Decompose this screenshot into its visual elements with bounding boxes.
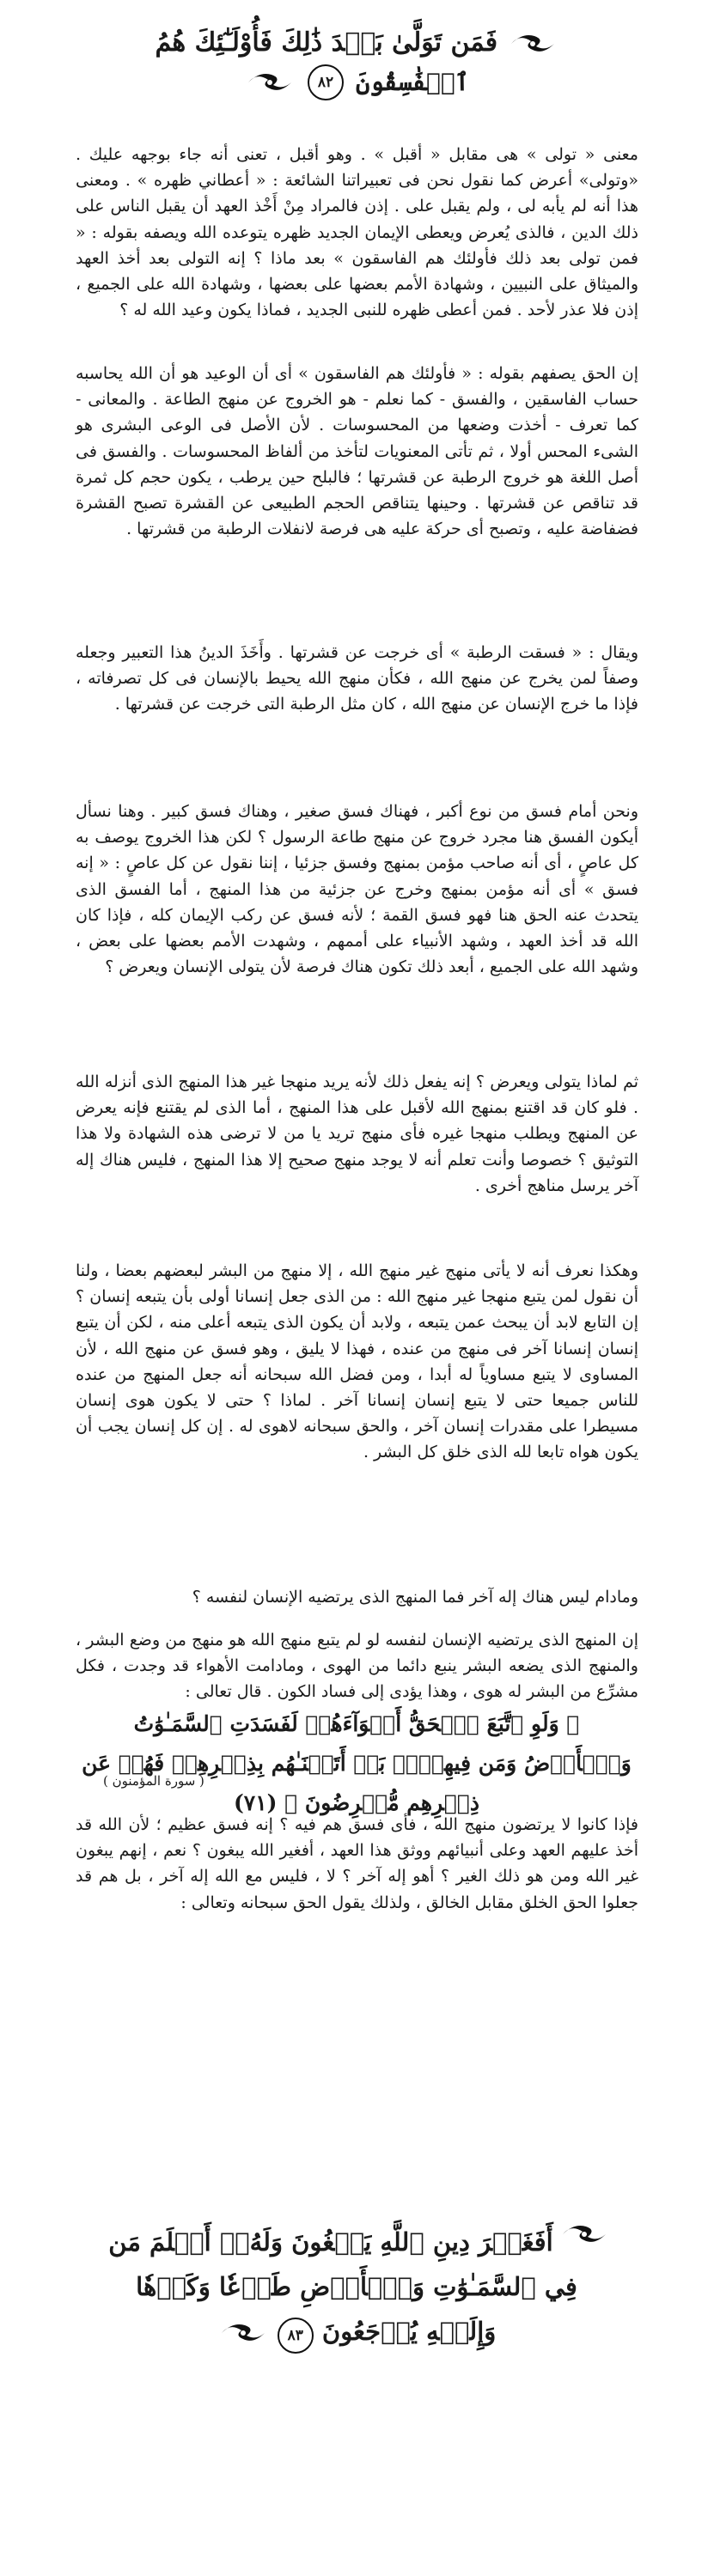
verse-number: ٨٢	[308, 64, 344, 100]
paragraph: ثم لماذا يتولى ويعرض ؟ إنه يفعل ذلك لأنه يريد منهجا غير هذا المنهج الذى أنزله الله . فلو كان قد اقتنع بمنهج الله لأقبل على هذا المنهج ، أما الذى لم يقتنع فإنه يعرض عن المنهج ويطلب منهجا غيره فأى منهج تريد يا من لا ترضى هذه الشهادة ولا هذا التوثيق ؟ خصوصا وأنت تعلم أنه لا يوجد منهج صحيح إلا هذا المنهج ، فليس هناك إله آخر يرسل مناهج أخرى .	[76, 1072, 638, 1195]
ornament-icon	[558, 2220, 610, 2249]
paragraph: ونحن أمام فسق من نوع أكبر ، فهناك فسق صغير ، وهناك فسق كبير . وهنا نسأل أيكون الفسق هنا مجرد خروج عن منهج طاعة الرسول ؟ لكن هذا الخروج يوصف به كل عاصٍ ، أى أنه صاحب مؤمن بمنهج وفسق جزئيا ، إننا نقول عن كل عاصٍ : « إنه فسق » أى أنه مؤمن بمنهج وخرج عن جزئية من هذا المنهج ، أما الفسق الذى يتحدث عنه الحق هنا فهو فسق القمة ؛ لأنه فسق عن ركب الإيمان كله ، فإذا كان الله قد أخذ العهد ، وشهد الأنبياء على أممهم ، وشهدت الأمم بعضها على بعض ، وشهد الله على الجميع ، أبعد ذلك تكون هناك فرصة لأن يتولى الإنسان ويعرض ؟	[76, 802, 638, 977]
paragraph: إن الحق يصفهم بقوله : « فأولئك هم الفاسقون » أى أن الوعيد هو أن الله يحاسبه حساب الفاسقين ، والفسق - كما نعلم - هو الخروج عن منهج الطاعة . والمعانى - كما تعرف - أخذت وضعها من المحسوسات . لأن الأصل فى الوعى البشرى هو الشىء المحس أولا ، ثم تأتى المعنويات لتأخذ من ألفاظ المحسوسات . والفسق فى أصل اللغة هو خروج الرطبة عن قشرتها ؛ فالبلح حين يرطب ، يكون حجم كل ثمرة قد تناقص عن قشرتها . وحينها يتناقص الحجم الطبيعى عن القشرة تصبح القشرة فضفاضة عليه ، وتصبح أى حركة عليه هى فرصة لانفلات الرطبة من قشرتها .	[76, 364, 638, 539]
ornament-icon	[217, 2318, 269, 2348]
closing-paragraph: فإذا كانوا لا يرتضون منهج الله ، فأى فسق هم فيه ؟ إنه فسق عظيم ؛ لأن الله قد أخذ عليهم العهد وعلى أنبيائهم ووثق هذا العهد ، أفغير الله يبغون ؟ نعم ، إنهم يبغون غير الله ومن هو ذلك الغير ؟ أهو إله آخر ؟ لا ، فليس مع الله إله آخر ، بل هم قد جعلوا الحق الخلق مقابل الخالق ، ولذلك يقول الحق سبحانه وتعالى :	[76, 1815, 638, 1912]
bottom-verse-text: أَفَغَيۡرَ دِينِ ٱللَّهِ يَبۡغُونَ وَلَهُۥٓ أَسۡلَمَ مَن فِي ٱلسَّمَـٰوَٰتِ وَٱلۡأَرۡضِ طَوۡعٗا وَكَرۡهٗا وَإِلَيۡهِ يُرۡجَعُونَ	[108, 2227, 577, 2346]
paragraph: إن المنهج الذى يرتضيه الإنسان لنفسه لو لم يتبع منهج الله هو منهج من وضع البشر ، والمنهج الذى يضعه البشر ينبع دائما من الهوى ، ومادامت الأهواء قد وجدت ، فكل مشرِّع من البشر له هوى ، وهذا يؤدى إلى فساد الكون . قال تعالى :	[76, 1631, 638, 1702]
top-verse	[129, 24, 584, 103]
paragraph: وهكذا نعرف أنه لا يأتى منهج غير منهج الله ، إلا منهج من البشر لبعضهم بعضا ، ولنا أن نقول لمن يتبع منهجا غير منهج الله : من الذى جعل إنسانا أولى بأن يتبعه إنسان ؟ إن التابع لابد أن يبحث عمن يتبعه ، ولابد أن يكون الذى يتبعه أعلى منه ، لكن أن يتبع إنسان إنسانا آخر فى منهج من عنده ، فهذا لا يليق ، وهو فسق عن منهج الله ، لأن المساوى لا يتبع مساوياً له أبدا ، ومن فضل الله سبحانه أنه جعل المنهج من عنده للناس جميعا حتى لا يتبع إنسان إنسانا آخر . لماذا ؟ حتى لا يكون هوى إنسان مسيطرا على مقدرات إنسان آخر ، والحق سبحانه لاهوى له . إن كل إنسان يجب أن يكون هواه تابعا لله الذى خلق كل البشر .	[76, 1261, 638, 1462]
verse-number: ٨٣	[278, 2318, 314, 2354]
bottom-verse	[103, 2220, 610, 2354]
paragraph: معنى « تولى » هى مقابل « أقبل » . وهو أقبل ، تعنى أنه جاء بوجهه عليك . «وتولى» أعرض كما نقول نحن فى تعبيراتنا الشائعة : « أعطاني ظهره » . ومعنى هذا أنه لم يأبه لى ، ولم يقبل على . إذن فالمراد مِنْ أَخْذ العهد أن يقبل الناس على ذلك الدين ، فالذى يُعرض ويعطى الإيمان الجديد ظهره يتوعده الله ويصفه بقوله : « فمن تولى بعد ذلك فأولئك هم الفاسقون » بعد ماذا ؟ إنه التولى بعد أخذ العهد والميثاق على النبيين ، وشهادة الأمم بعضها على بعضها ، وشهادة الله على الجميع ، إذن فلا عذر لأحد . فمن أعطى ظهره للنبى الجديد ، فماذا يكون وعيد الله له ؟	[76, 145, 638, 320]
ornament-icon	[244, 68, 296, 97]
quran-quote: ﴿ وَلَوِ ٱتَّبَعَ ٱلۡحَقُّ أَهۡوَآءَهُمۡ لَفَسَدَتِ ٱلسَّمَـٰوَٰتُ وَٱلۡأَرۡضُ وَمَن فِيهِنَّۚ بَلۡ أَتَيۡنَـٰهُم بِذِكۡرِهِمۡ فَهُمۡ عَن ذِكۡرِهِم مُّعۡرِضُونَ ﴾ (٧١)	[82, 1711, 632, 1815]
paragraph: ويقال : « فسقت الرطبة » أى خرجت عن قشرتها . وأَخَذَ الدينُ هذا التعبير وجعله وصفاً لمن يخرج عن منهج الله ، فكأن منهج الله يحيط بالإنسان فى كل تصرفاته ، فإذا ما خرج الإنسان عن منهج الله ، كان مثل الرطبة التى خرجت عن قشرتها .	[76, 643, 638, 714]
paragraph: ومادام ليس هناك إله آخر فما المنهج الذى يرتضيه الإنسان لنفسه ؟	[192, 1588, 638, 1607]
ornament-icon	[507, 29, 558, 58]
verse-line-1: فَمَن تَوَلَّىٰ بَعۡدَ ذَٰلِكَ فَأُوْلَـٰٓئِكَ هُمُ	[155, 27, 498, 58]
verse-line-2: ٱلۡفَٰسِقُونَ	[355, 68, 470, 96]
quote-source: ( سورة المؤمنون )	[103, 1773, 204, 1789]
